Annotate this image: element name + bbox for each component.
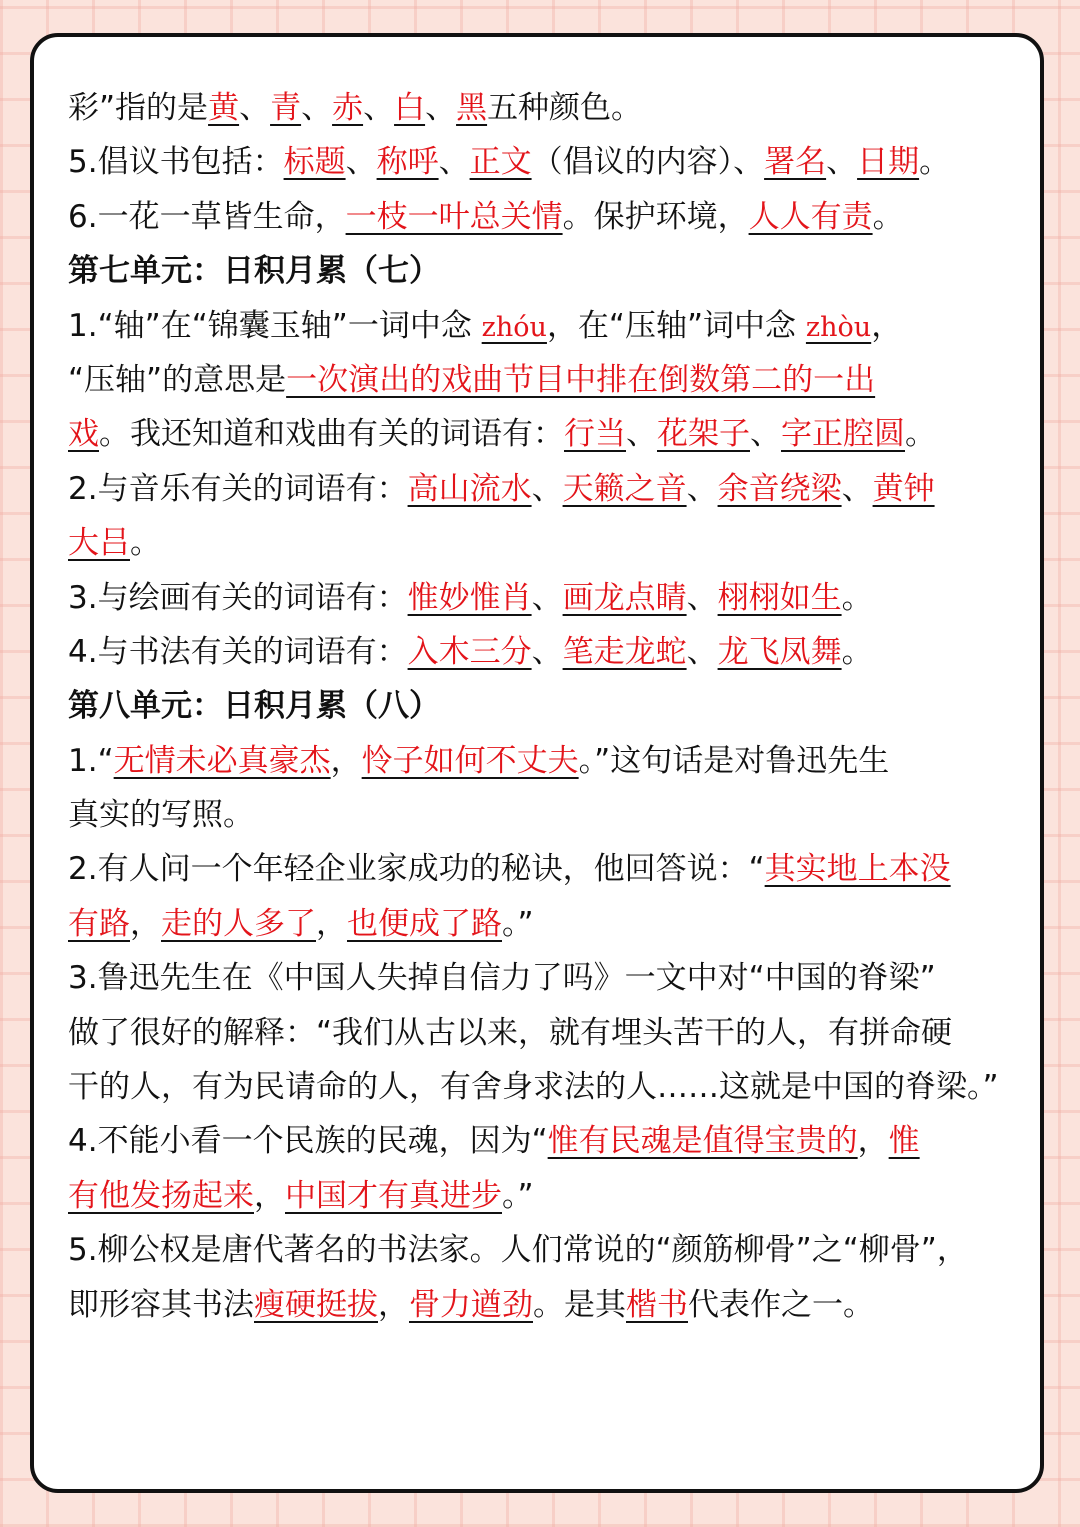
answer-blank: 人人有责 — [748, 198, 873, 235]
text-line — [68, 625, 1018, 679]
answer-blank: 入木三分 — [407, 633, 532, 670]
text-line — [68, 1169, 1018, 1223]
line-text: 干的人，有为民请命的人，有舍身求法的人……这就是中国的脊梁。” — [68, 1069, 999, 1106]
line-text: 、 — [363, 90, 395, 126]
answer-blank: 黑 — [456, 90, 488, 126]
line-text: 、 — [826, 144, 858, 181]
line-text: ， — [330, 742, 362, 779]
pinyin-answer: zhóu — [481, 311, 547, 343]
text-line — [68, 1278, 1018, 1332]
line-text: 。 — [841, 633, 873, 670]
line-text: 、 — [750, 416, 781, 453]
line-text: 、 — [626, 416, 657, 453]
line-text: 1.“轴”在“锦囊玉轴”一词中念 — [68, 307, 482, 344]
line-text: 、 — [345, 144, 377, 181]
answer-blank: 正文 — [469, 144, 532, 181]
answer-blank: 一次演出的戏曲节目中排在倒数第二的一出 — [286, 361, 876, 398]
line-text: 、 — [425, 90, 457, 126]
answer-blank: 余音绕梁 — [717, 470, 842, 507]
answer-blank: 花架子 — [657, 416, 750, 453]
line-text: “压轴”的意思是 — [68, 361, 287, 398]
answer-blank: 行当 — [564, 416, 626, 453]
answer-blank: 黄 — [208, 90, 240, 126]
line-text: ，在“压轴”词中念 — [546, 307, 806, 344]
line-text: 3.与绘画有关的词语有： — [68, 579, 408, 616]
answer-blank: 其实地上本没 — [764, 851, 951, 888]
line-text: 、 — [841, 470, 873, 507]
answer-blank: 画龙点睛 — [562, 579, 687, 616]
text-line — [68, 135, 1018, 189]
text-line — [68, 1114, 1018, 1168]
answer-blank: 黄钟 — [872, 470, 935, 507]
line-text: 第八单元：日积月累（八） — [68, 688, 440, 725]
answer-blank: 日期 — [857, 144, 920, 181]
line-text: 、 — [686, 470, 718, 507]
line-text: 、 — [531, 579, 563, 616]
text-line — [68, 1060, 1018, 1114]
line-text: 4.与书法有关的词语有： — [68, 633, 408, 670]
line-text: 做了很好的解释：“我们从古以来，就有埋头苦干的人，有拼命硬 — [68, 1014, 953, 1051]
answer-blank: 楷书 — [626, 1286, 688, 1323]
answer-blank: 署名 — [764, 144, 827, 181]
text-line — [68, 788, 1018, 842]
text-line — [68, 299, 1018, 353]
line-text: ， — [130, 905, 161, 942]
line-text: ， — [857, 1123, 889, 1160]
answer-blank: 称呼 — [376, 144, 439, 181]
line-text: ， — [378, 1286, 409, 1323]
line-text: 。” — [502, 905, 534, 942]
answer-blank: 字正腔圆 — [781, 416, 905, 453]
answer-blank: 瘦硬挺拔 — [254, 1286, 378, 1323]
text-line — [68, 81, 1018, 135]
answer-blank: 栩栩如生 — [717, 579, 842, 616]
content-card — [30, 33, 1044, 1493]
line-text: 。” — [502, 1177, 534, 1214]
line-text: 。 — [841, 579, 873, 616]
line-text: 3.鲁迅先生在《中国人失掉自信力了吗》一文中对“中国的脊梁” — [68, 960, 936, 997]
text-line — [68, 734, 1018, 788]
text-line — [68, 516, 1018, 570]
answer-blank: 无情未必真豪杰 — [113, 742, 331, 779]
line-text: 5.倡议书包括： — [68, 144, 284, 181]
line-text: 。 — [872, 198, 904, 235]
line-text: 即形容其书法 — [68, 1286, 254, 1323]
answer-blank: 白 — [394, 90, 426, 126]
line-text: 2.有人问一个年轻企业家成功的秘诀，他回答说：“ — [68, 851, 765, 888]
line-text: 2.与音乐有关的词语有： — [68, 470, 408, 507]
answer-blank: 大吕 — [68, 525, 130, 562]
section-heading — [68, 244, 1018, 298]
line-text: 。”这句话是对鲁迅先生 — [578, 742, 890, 779]
line-text: 、 — [438, 144, 470, 181]
answer-blank: 惟妙惟肖 — [407, 579, 532, 616]
line-text: 、 — [301, 90, 333, 126]
line-text: 。我还知道和戏曲有关的词语有： — [99, 416, 564, 453]
line-text: 5.柳公权是唐代著名的书法家。人们常说的“颜筋柳骨”之“柳骨”， — [68, 1232, 968, 1269]
answer-blank: 怜子如何不丈夫 — [361, 742, 579, 779]
answer-blank: 笔走龙蛇 — [562, 633, 687, 670]
answer-blank: 也便成了路 — [347, 905, 502, 942]
answer-blank: 有路 — [68, 905, 130, 942]
line-text: 。保护环境， — [562, 198, 749, 235]
text-line — [68, 353, 1018, 407]
text-line — [68, 462, 1018, 516]
line-text: 4.不能小看一个民族的民魂，因为“ — [68, 1123, 548, 1160]
line-text: 6.一花一草皆生命， — [68, 198, 346, 235]
answer-blank: 天籁之音 — [562, 470, 687, 507]
line-text: 第七单元：日积月累（七） — [68, 253, 440, 290]
answer-blank: 中国才有真进步 — [285, 1177, 502, 1214]
answer-blank: 骨力遒劲 — [409, 1286, 533, 1323]
text-line — [68, 1223, 1018, 1277]
text-line — [68, 951, 1018, 1005]
line-text: 。 — [919, 144, 951, 181]
text-line — [68, 842, 1018, 896]
line-text: 1.“ — [68, 742, 114, 779]
line-text: （倡议的内容）、 — [531, 144, 765, 181]
section-heading — [68, 679, 1018, 733]
line-text: ， — [316, 905, 347, 942]
answer-blank: 有他发扬起来 — [68, 1177, 254, 1214]
answer-blank: 龙飞凤舞 — [717, 633, 842, 670]
line-text: 、 — [686, 633, 718, 670]
line-text: 、 — [239, 90, 271, 126]
answer-blank: 赤 — [332, 90, 364, 126]
text-line — [68, 1006, 1018, 1060]
line-text: 、 — [686, 579, 718, 616]
text-line — [68, 571, 1018, 625]
answer-blank: 青 — [270, 90, 302, 126]
text-line — [68, 897, 1018, 951]
text-line — [68, 190, 1018, 244]
line-text: ， — [254, 1177, 285, 1214]
line-text: 。是其 — [533, 1286, 626, 1323]
line-text: 。 — [905, 416, 936, 453]
line-text: 彩”指的是 — [68, 90, 209, 126]
answer-blank: 戏 — [68, 416, 99, 453]
answer-blank: 走的人多了 — [161, 905, 316, 942]
line-text: 真实的写照。 — [68, 797, 254, 834]
line-text: 、 — [531, 633, 563, 670]
answer-blank: 高山流水 — [407, 470, 532, 507]
answer-blank: 标题 — [283, 144, 346, 181]
answer-blank: 惟有民魂是值得宝贵的 — [547, 1123, 858, 1160]
line-text: 代表作之一。 — [688, 1286, 874, 1323]
answer-blank: 惟 — [888, 1123, 920, 1160]
line-text: 。 — [130, 525, 161, 562]
line-text: ， — [871, 307, 903, 344]
line-text: 五种颜色。 — [487, 90, 643, 126]
line-text: 、 — [531, 470, 563, 507]
pinyin-answer: zhòu — [805, 311, 872, 343]
content-body — [68, 81, 1018, 1332]
answer-blank: 一枝一叶总关情 — [345, 198, 563, 235]
text-line — [68, 407, 1018, 461]
